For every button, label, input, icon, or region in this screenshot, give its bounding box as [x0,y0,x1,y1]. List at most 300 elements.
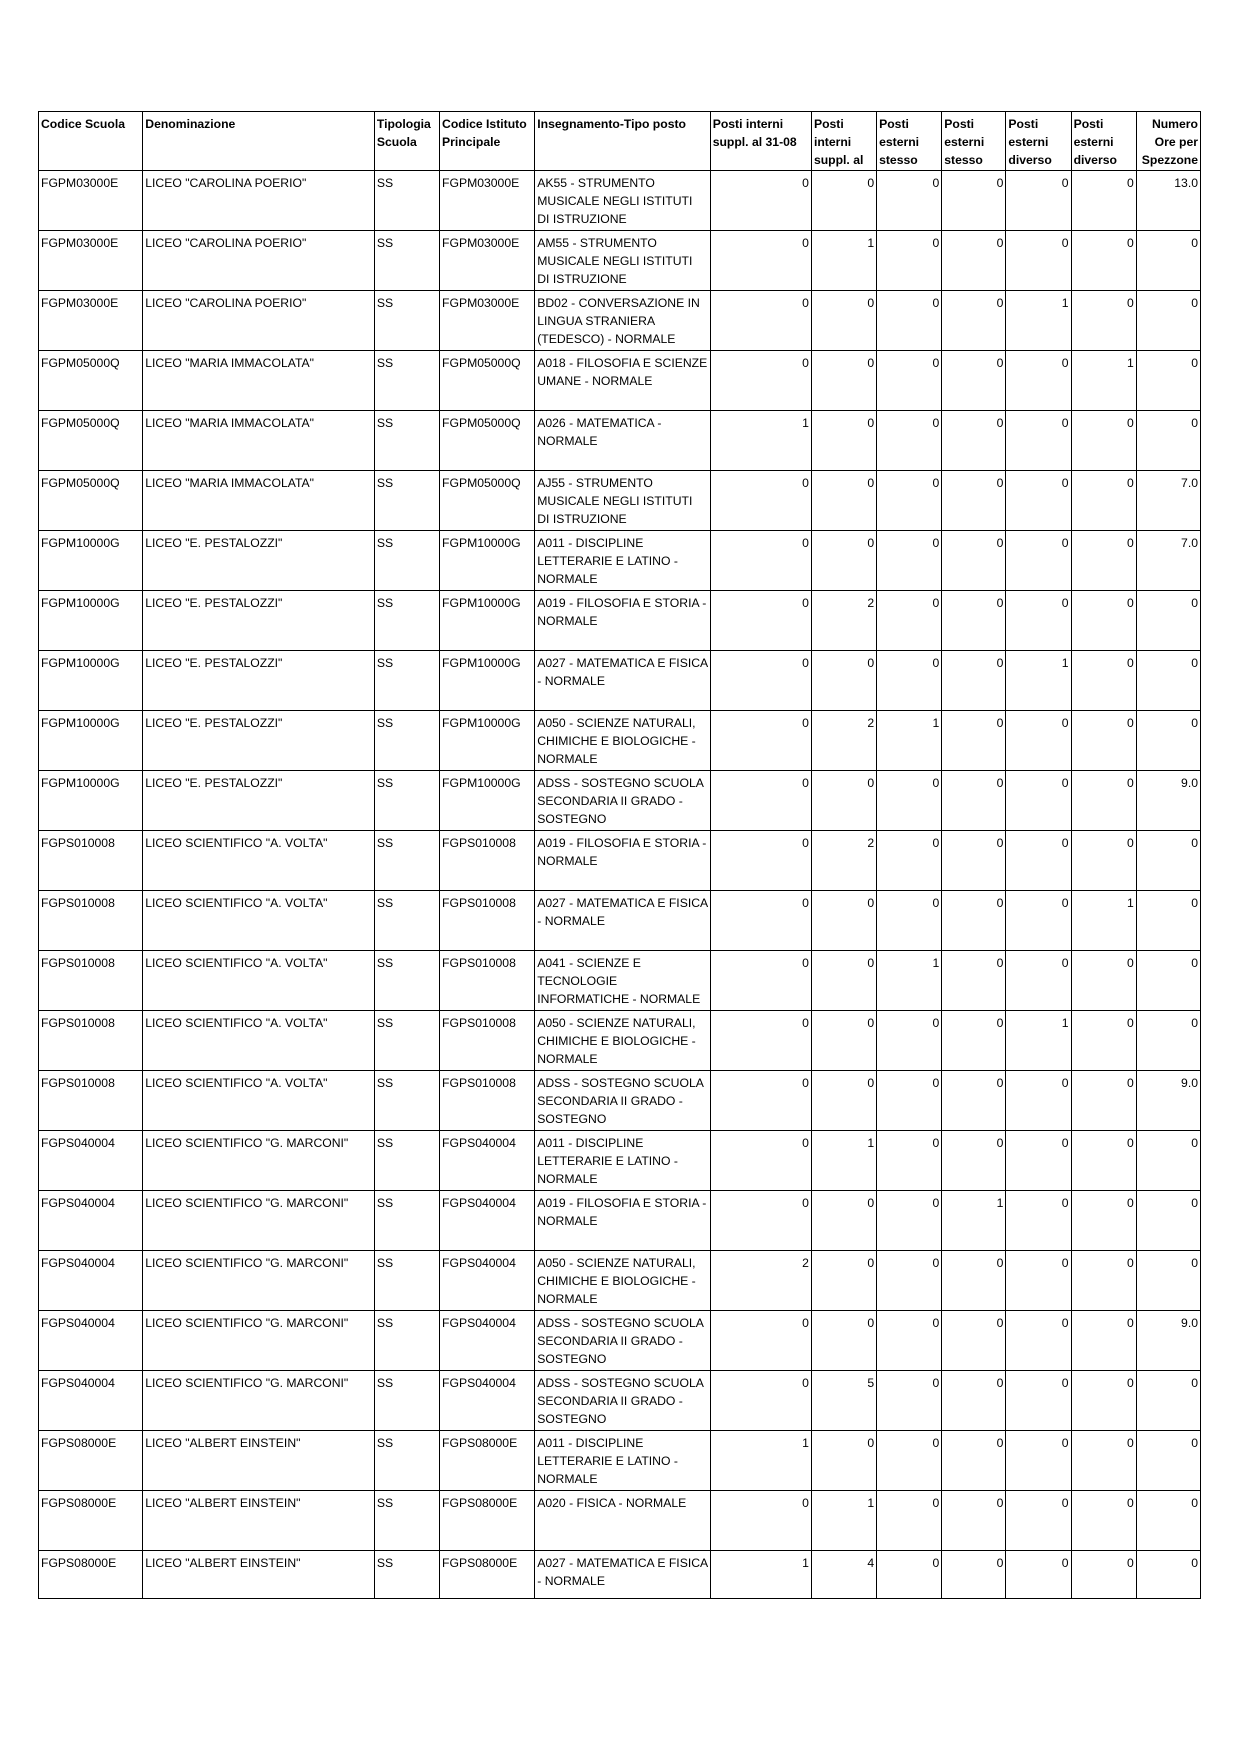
cell-codice-scuola: FGPM03000E [39,231,143,291]
header-posti-esterni-stesso-1: Posti esterni stesso [877,112,942,171]
cell-posti-esterni-stesso-2: 0 [942,891,1006,951]
cell-posti-esterni-diverso-2: 0 [1071,1431,1136,1491]
cell-codice-istituto-principale: FGPM03000E [440,171,535,231]
cell-codice-istituto-principale: FGPS08000E [440,1431,535,1491]
posti-table [38,111,1201,1599]
cell-posti-esterni-diverso-2: 0 [1071,651,1136,711]
cell-denominazione: LICEO "E. PESTALOZZI" [143,531,375,591]
cell-posti-esterni-diverso-2: 0 [1071,291,1136,351]
table-row [39,291,1201,351]
cell-tipologia-scuola: SS [374,951,439,1011]
insegnamento-text: A011 - DISCIPLINE LETTERARIE E LATINO - NORMALE [537,1136,678,1186]
cell-tipologia-scuola: SS [374,471,439,531]
cell-codice-scuola: FGPM10000G [39,531,143,591]
cell-tipologia-scuola: SS [374,231,439,291]
table-row [39,771,1201,831]
insegnamento-text: AM55 - STRUMENTO MUSICALE NEGLI ISTITUTI DI ISTRUZIONE [537,236,693,286]
cell-posti-interni-suppl-31-08: 0 [710,1491,811,1551]
table-row [39,651,1201,711]
cell-numero-ore-spezzone: 0 [1136,651,1200,711]
cell-tipologia-scuola: SS [374,351,439,411]
cell-posti-interni-suppl: 0 [811,1071,876,1131]
cell-codice-scuola: FGPM10000G [39,771,143,831]
cell-numero-ore-spezzone: 0 [1136,1011,1200,1071]
cell-posti-esterni-stesso-1: 0 [877,651,942,711]
cell-insegnamento-tipo-posto [535,1131,710,1191]
cell-posti-esterni-stesso-2: 0 [942,471,1006,531]
table-row [39,1491,1201,1551]
cell-tipologia-scuola: SS [374,1251,439,1311]
cell-denominazione: LICEO SCIENTIFICO "G. MARCONI" [143,1371,375,1431]
cell-numero-ore-spezzone: 9.0 [1136,1311,1200,1371]
cell-posti-interni-suppl-31-08: 0 [710,1011,811,1071]
table-row [39,1011,1201,1071]
cell-posti-interni-suppl: 1 [811,1131,876,1191]
cell-posti-interni-suppl: 0 [811,531,876,591]
cell-posti-esterni-diverso-2: 0 [1071,1491,1136,1551]
table-row [39,231,1201,291]
cell-posti-interni-suppl-31-08: 0 [710,1311,811,1371]
table-body [39,171,1201,1599]
cell-codice-scuola: FGPM05000Q [39,471,143,531]
cell-codice-istituto-principale: FGPS040004 [440,1371,535,1431]
cell-posti-interni-suppl: 5 [811,1371,876,1431]
cell-posti-interni-suppl: 1 [811,1491,876,1551]
cell-numero-ore-spezzone: 0 [1136,1371,1200,1431]
insegnamento-text: AJ55 - STRUMENTO MUSICALE NEGLI ISTITUTI DI ISTRUZIONE [537,476,693,526]
cell-numero-ore-spezzone: 0 [1136,1431,1200,1491]
cell-posti-esterni-diverso-2: 0 [1071,1371,1136,1431]
cell-posti-esterni-stesso-1: 0 [877,531,942,591]
cell-posti-interni-suppl: 2 [811,831,876,891]
table-row [39,531,1201,591]
cell-insegnamento-tipo-posto [535,1551,710,1599]
cell-tipologia-scuola: SS [374,1491,439,1551]
cell-codice-scuola: FGPM10000G [39,591,143,651]
cell-posti-esterni-diverso-2: 0 [1071,531,1136,591]
insegnamento-text: ADSS - SOSTEGNO SCUOLA SECONDARIA II GRADO - SOSTEGNO [537,1076,704,1126]
cell-posti-esterni-diverso-1: 0 [1006,1551,1071,1599]
cell-codice-istituto-principale: FGPM10000G [440,771,535,831]
cell-denominazione: LICEO SCIENTIFICO "G. MARCONI" [143,1191,375,1251]
cell-insegnamento-tipo-posto [535,1011,710,1071]
cell-posti-esterni-stesso-2: 0 [942,1311,1006,1371]
cell-posti-esterni-diverso-1: 1 [1006,1011,1071,1071]
cell-insegnamento-tipo-posto [535,1311,710,1371]
cell-numero-ore-spezzone: 0 [1136,351,1200,411]
cell-posti-interni-suppl-31-08: 0 [710,171,811,231]
cell-tipologia-scuola: SS [374,891,439,951]
cell-codice-scuola: FGPS010008 [39,1011,143,1071]
cell-posti-esterni-stesso-1: 0 [877,1551,942,1599]
cell-posti-interni-suppl-31-08: 0 [710,291,811,351]
cell-posti-esterni-stesso-2: 0 [942,531,1006,591]
cell-codice-istituto-principale: FGPM10000G [440,711,535,771]
cell-insegnamento-tipo-posto [535,351,710,411]
cell-posti-esterni-stesso-1: 0 [877,411,942,471]
cell-posti-esterni-diverso-2: 0 [1071,411,1136,471]
cell-posti-esterni-stesso-1: 0 [877,1491,942,1551]
cell-denominazione: LICEO "MARIA IMMACOLATA" [143,471,375,531]
cell-insegnamento-tipo-posto [535,411,710,471]
cell-posti-esterni-diverso-1: 0 [1006,891,1071,951]
cell-tipologia-scuola: SS [374,291,439,351]
cell-posti-interni-suppl-31-08: 0 [710,1071,811,1131]
cell-tipologia-scuola: SS [374,1131,439,1191]
insegnamento-text: A041 - SCIENZE E TECNOLOGIE INFORMATICHE - NORMALE [537,956,701,1006]
cell-posti-esterni-diverso-2: 0 [1071,1011,1136,1071]
table-row [39,831,1201,891]
cell-posti-esterni-diverso-1: 0 [1006,1491,1071,1551]
cell-denominazione: LICEO SCIENTIFICO "G. MARCONI" [143,1131,375,1191]
cell-insegnamento-tipo-posto [535,771,710,831]
cell-numero-ore-spezzone: 9.0 [1136,1071,1200,1131]
insegnamento-text: A019 - FILOSOFIA E STORIA - NORMALE [537,836,707,868]
insegnamento-text: A019 - FILOSOFIA E STORIA - NORMALE [537,596,707,628]
cell-codice-scuola: FGPS010008 [39,951,143,1011]
cell-posti-esterni-stesso-1: 0 [877,231,942,291]
cell-posti-esterni-stesso-2: 0 [942,711,1006,771]
header-denominazione: Denominazione [143,112,375,171]
cell-posti-esterni-stesso-1: 0 [877,351,942,411]
cell-posti-esterni-diverso-1: 0 [1006,1071,1071,1131]
cell-codice-istituto-principale: FGPM05000Q [440,411,535,471]
cell-posti-interni-suppl: 0 [811,1251,876,1311]
cell-posti-interni-suppl: 0 [811,411,876,471]
cell-posti-interni-suppl-31-08: 1 [710,1551,811,1599]
cell-posti-esterni-stesso-2: 0 [942,1551,1006,1599]
cell-posti-esterni-stesso-1: 0 [877,1131,942,1191]
cell-tipologia-scuola: SS [374,1431,439,1491]
cell-posti-interni-suppl-31-08: 0 [710,1371,811,1431]
insegnamento-text: A027 - MATEMATICA E FISICA - NORMALE [537,1556,708,1588]
cell-posti-esterni-stesso-1: 0 [877,1431,942,1491]
cell-tipologia-scuola: SS [374,771,439,831]
cell-numero-ore-spezzone: 0 [1136,711,1200,771]
cell-numero-ore-spezzone: 0 [1136,291,1200,351]
cell-insegnamento-tipo-posto [535,591,710,651]
table-row [39,1551,1201,1599]
cell-numero-ore-spezzone: 0 [1136,1131,1200,1191]
cell-posti-interni-suppl-31-08: 0 [710,471,811,531]
cell-numero-ore-spezzone: 9.0 [1136,771,1200,831]
cell-codice-istituto-principale: FGPS040004 [440,1251,535,1311]
cell-tipologia-scuola: SS [374,1071,439,1131]
cell-tipologia-scuola: SS [374,1191,439,1251]
cell-posti-interni-suppl: 0 [811,1011,876,1071]
cell-tipologia-scuola: SS [374,411,439,471]
table-row [39,711,1201,771]
cell-posti-interni-suppl: 0 [811,171,876,231]
cell-tipologia-scuola: SS [374,531,439,591]
cell-codice-istituto-principale: FGPS010008 [440,891,535,951]
cell-posti-esterni-diverso-1: 1 [1006,291,1071,351]
cell-denominazione: LICEO SCIENTIFICO "G. MARCONI" [143,1251,375,1311]
cell-posti-esterni-stesso-2: 0 [942,651,1006,711]
cell-insegnamento-tipo-posto [535,1191,710,1251]
insegnamento-text: A018 - FILOSOFIA E SCIENZE UMANE - NORMALE [537,356,708,388]
cell-insegnamento-tipo-posto [535,1071,710,1131]
cell-posti-esterni-diverso-1: 0 [1006,951,1071,1011]
table-row [39,1431,1201,1491]
cell-posti-esterni-stesso-2: 0 [942,951,1006,1011]
cell-codice-scuola: FGPS040004 [39,1131,143,1191]
cell-posti-esterni-stesso-1: 0 [877,1191,942,1251]
cell-posti-esterni-stesso-2: 0 [942,231,1006,291]
cell-posti-esterni-stesso-2: 0 [942,1071,1006,1131]
cell-posti-esterni-diverso-1: 0 [1006,771,1071,831]
cell-posti-esterni-diverso-1: 0 [1006,1431,1071,1491]
cell-posti-esterni-stesso-2: 0 [942,1251,1006,1311]
cell-insegnamento-tipo-posto [535,471,710,531]
cell-insegnamento-tipo-posto [535,651,710,711]
cell-posti-esterni-diverso-1: 0 [1006,1131,1071,1191]
cell-codice-istituto-principale: FGPS010008 [440,1011,535,1071]
cell-codice-istituto-principale: FGPS010008 [440,951,535,1011]
table-row [39,951,1201,1011]
header-codice-scuola: Codice Scuola [39,112,143,171]
cell-posti-esterni-diverso-1: 0 [1006,171,1071,231]
cell-posti-esterni-diverso-2: 0 [1071,231,1136,291]
cell-posti-esterni-diverso-1: 0 [1006,591,1071,651]
cell-codice-scuola: FGPS010008 [39,831,143,891]
cell-posti-esterni-diverso-2: 0 [1071,1191,1136,1251]
cell-posti-esterni-diverso-1: 0 [1006,531,1071,591]
cell-tipologia-scuola: SS [374,1311,439,1371]
table-header [39,112,1201,171]
cell-tipologia-scuola: SS [374,1551,439,1599]
cell-posti-esterni-stesso-1: 0 [877,1311,942,1371]
cell-codice-istituto-principale: FGPS040004 [440,1311,535,1371]
cell-posti-esterni-stesso-1: 0 [877,1251,942,1311]
cell-posti-esterni-diverso-1: 1 [1006,651,1071,711]
cell-numero-ore-spezzone: 0 [1136,831,1200,891]
cell-posti-interni-suppl: 0 [811,951,876,1011]
cell-denominazione: LICEO SCIENTIFICO "G. MARCONI" [143,1311,375,1371]
cell-posti-interni-suppl: 0 [811,1431,876,1491]
cell-tipologia-scuola: SS [374,591,439,651]
insegnamento-text: AK55 - STRUMENTO MUSICALE NEGLI ISTITUTI DI ISTRUZIONE [537,176,693,226]
cell-posti-esterni-stesso-2: 0 [942,1431,1006,1491]
insegnamento-text: A027 - MATEMATICA E FISICA - NORMALE [537,656,708,688]
cell-posti-esterni-stesso-2: 0 [942,171,1006,231]
cell-codice-scuola: FGPS040004 [39,1371,143,1431]
cell-numero-ore-spezzone: 0 [1136,951,1200,1011]
header-row [39,112,1201,171]
cell-posti-esterni-diverso-1: 0 [1006,831,1071,891]
cell-denominazione: LICEO SCIENTIFICO "A. VOLTA" [143,1071,375,1131]
cell-denominazione: LICEO "E. PESTALOZZI" [143,651,375,711]
cell-posti-esterni-stesso-1: 0 [877,1371,942,1431]
cell-posti-interni-suppl-31-08: 0 [710,231,811,291]
cell-insegnamento-tipo-posto [535,1431,710,1491]
cell-posti-esterni-diverso-2: 0 [1071,591,1136,651]
cell-posti-esterni-stesso-2: 0 [942,1131,1006,1191]
cell-posti-interni-suppl: 1 [811,231,876,291]
cell-posti-esterni-stesso-1: 0 [877,291,942,351]
cell-posti-esterni-diverso-2: 0 [1071,171,1136,231]
cell-denominazione: LICEO "MARIA IMMACOLATA" [143,351,375,411]
cell-tipologia-scuola: SS [374,1011,439,1071]
cell-posti-esterni-diverso-1: 0 [1006,1191,1071,1251]
cell-posti-interni-suppl-31-08: 0 [710,531,811,591]
cell-insegnamento-tipo-posto [535,1371,710,1431]
cell-posti-esterni-diverso-1: 0 [1006,231,1071,291]
cell-insegnamento-tipo-posto [535,831,710,891]
cell-posti-esterni-diverso-2: 0 [1071,771,1136,831]
cell-posti-interni-suppl-31-08: 0 [710,831,811,891]
cell-posti-esterni-stesso-1: 1 [877,951,942,1011]
cell-posti-esterni-diverso-1: 0 [1006,1371,1071,1431]
cell-numero-ore-spezzone: 7.0 [1136,471,1200,531]
cell-codice-istituto-principale: FGPS08000E [440,1491,535,1551]
cell-posti-esterni-stesso-1: 0 [877,171,942,231]
cell-codice-istituto-principale: FGPM05000Q [440,351,535,411]
cell-posti-interni-suppl: 2 [811,711,876,771]
insegnamento-text: A050 - SCIENZE NATURALI, CHIMICHE E BIOLOGICHE - NORMALE [537,716,696,766]
cell-insegnamento-tipo-posto [535,291,710,351]
cell-posti-esterni-diverso-2: 0 [1071,1311,1136,1371]
insegnamento-text: A050 - SCIENZE NATURALI, CHIMICHE E BIOLOGICHE - NORMALE [537,1016,696,1066]
cell-codice-istituto-principale: FGPS010008 [440,1071,535,1131]
table-row [39,411,1201,471]
cell-posti-esterni-stesso-1: 0 [877,831,942,891]
cell-posti-esterni-stesso-1: 0 [877,471,942,531]
cell-posti-esterni-stesso-1: 0 [877,1071,942,1131]
cell-posti-interni-suppl: 0 [811,351,876,411]
cell-tipologia-scuola: SS [374,711,439,771]
cell-tipologia-scuola: SS [374,651,439,711]
cell-codice-scuola: FGPS010008 [39,1071,143,1131]
cell-numero-ore-spezzone: 0 [1136,1191,1200,1251]
table-row [39,1071,1201,1131]
table-row [39,1251,1201,1311]
cell-numero-ore-spezzone: 0 [1136,891,1200,951]
table-row [39,351,1201,411]
cell-posti-interni-suppl-31-08: 0 [710,1131,811,1191]
insegnamento-text: A027 - MATEMATICA E FISICA - NORMALE [537,896,708,928]
cell-denominazione: LICEO "CAROLINA POERIO" [143,231,375,291]
header-posti-esterni-diverso-1: Posti esterni diverso [1006,112,1071,171]
cell-codice-scuola: FGPM03000E [39,291,143,351]
cell-posti-esterni-diverso-2: 0 [1071,1131,1136,1191]
insegnamento-text: A011 - DISCIPLINE LETTERARIE E LATINO - NORMALE [537,536,678,586]
cell-tipologia-scuola: SS [374,831,439,891]
header-posti-esterni-stesso-2: Posti esterni stesso [942,112,1006,171]
cell-posti-interni-suppl-31-08: 0 [710,351,811,411]
cell-numero-ore-spezzone: 13.0 [1136,171,1200,231]
cell-insegnamento-tipo-posto [535,1251,710,1311]
cell-insegnamento-tipo-posto [535,531,710,591]
cell-posti-interni-suppl-31-08: 0 [710,771,811,831]
cell-posti-esterni-stesso-1: 0 [877,891,942,951]
cell-codice-scuola: FGPS040004 [39,1311,143,1371]
cell-posti-esterni-diverso-2: 0 [1071,1551,1136,1599]
insegnamento-text: A019 - FILOSOFIA E STORIA - NORMALE [537,1196,707,1228]
cell-posti-interni-suppl-31-08: 0 [710,711,811,771]
cell-codice-scuola: FGPM05000Q [39,351,143,411]
cell-posti-esterni-stesso-2: 0 [942,1011,1006,1071]
cell-posti-esterni-stesso-2: 1 [942,1191,1006,1251]
cell-codice-scuola: FGPM10000G [39,711,143,771]
cell-tipologia-scuola: SS [374,1371,439,1431]
cell-codice-istituto-principale: FGPM03000E [440,291,535,351]
cell-codice-scuola: FGPS010008 [39,891,143,951]
cell-codice-istituto-principale: FGPS010008 [440,831,535,891]
cell-codice-istituto-principale: FGPS040004 [440,1191,535,1251]
cell-numero-ore-spezzone: 0 [1136,411,1200,471]
cell-codice-scuola: FGPM10000G [39,651,143,711]
header-posti-esterni-diverso-2: Posti esterni diverso [1071,112,1136,171]
insegnamento-text: ADSS - SOSTEGNO SCUOLA SECONDARIA II GRADO - SOSTEGNO [537,776,704,826]
cell-posti-esterni-stesso-1: 0 [877,1011,942,1071]
cell-posti-esterni-diverso-2: 0 [1071,951,1136,1011]
cell-posti-interni-suppl-31-08: 0 [710,591,811,651]
cell-posti-interni-suppl-31-08: 0 [710,651,811,711]
cell-insegnamento-tipo-posto [535,231,710,291]
table-row [39,891,1201,951]
header-posti-interni-suppl: Posti interni suppl. al [811,112,876,171]
cell-posti-esterni-stesso-2: 0 [942,291,1006,351]
cell-insegnamento-tipo-posto [535,891,710,951]
cell-posti-interni-suppl: 4 [811,1551,876,1599]
cell-codice-istituto-principale: FGPS08000E [440,1551,535,1599]
cell-denominazione: LICEO "CAROLINA POERIO" [143,171,375,231]
cell-posti-esterni-diverso-2: 0 [1071,1071,1136,1131]
table-row [39,591,1201,651]
cell-posti-esterni-diverso-1: 0 [1006,1311,1071,1371]
cell-insegnamento-tipo-posto [535,171,710,231]
cell-numero-ore-spezzone: 0 [1136,1551,1200,1599]
cell-codice-istituto-principale: FGPM10000G [440,651,535,711]
cell-denominazione: LICEO "E. PESTALOZZI" [143,591,375,651]
cell-denominazione: LICEO "CAROLINA POERIO" [143,291,375,351]
header-numero-ore-spezzone: Numero Ore per Spezzone [1136,112,1200,171]
cell-codice-scuola: FGPS08000E [39,1551,143,1599]
header-tipologia-scuola: Tipologia Scuola [374,112,439,171]
cell-denominazione: LICEO "ALBERT EINSTEIN" [143,1431,375,1491]
table-row [39,1191,1201,1251]
cell-posti-esterni-diverso-2: 0 [1071,471,1136,531]
cell-posti-esterni-diverso-2: 0 [1071,1251,1136,1311]
table-row [39,471,1201,531]
header-insegnamento-tipo-posto: Insegnamento-Tipo posto [535,112,710,171]
cell-numero-ore-spezzone: 7.0 [1136,531,1200,591]
cell-posti-esterni-stesso-1: 0 [877,771,942,831]
cell-posti-interni-suppl-31-08: 0 [710,951,811,1011]
cell-numero-ore-spezzone: 0 [1136,1251,1200,1311]
cell-tipologia-scuola: SS [374,171,439,231]
cell-denominazione: LICEO SCIENTIFICO "A. VOLTA" [143,951,375,1011]
cell-posti-interni-suppl-31-08: 0 [710,891,811,951]
cell-posti-interni-suppl: 0 [811,771,876,831]
cell-posti-interni-suppl-31-08: 0 [710,1191,811,1251]
cell-posti-esterni-stesso-2: 0 [942,351,1006,411]
cell-denominazione: LICEO SCIENTIFICO "A. VOLTA" [143,831,375,891]
cell-posti-esterni-stesso-2: 0 [942,771,1006,831]
table-row [39,1371,1201,1431]
cell-posti-interni-suppl: 0 [811,1311,876,1371]
table-row [39,171,1201,231]
cell-posti-esterni-diverso-2: 0 [1071,831,1136,891]
cell-posti-interni-suppl: 0 [811,651,876,711]
cell-numero-ore-spezzone: 0 [1136,1491,1200,1551]
table-row [39,1311,1201,1371]
insegnamento-text: A050 - SCIENZE NATURALI, CHIMICHE E BIOLOGICHE - NORMALE [537,1256,696,1306]
cell-posti-interni-suppl: 0 [811,291,876,351]
cell-posti-esterni-diverso-1: 0 [1006,471,1071,531]
cell-codice-scuola: FGPM05000Q [39,411,143,471]
